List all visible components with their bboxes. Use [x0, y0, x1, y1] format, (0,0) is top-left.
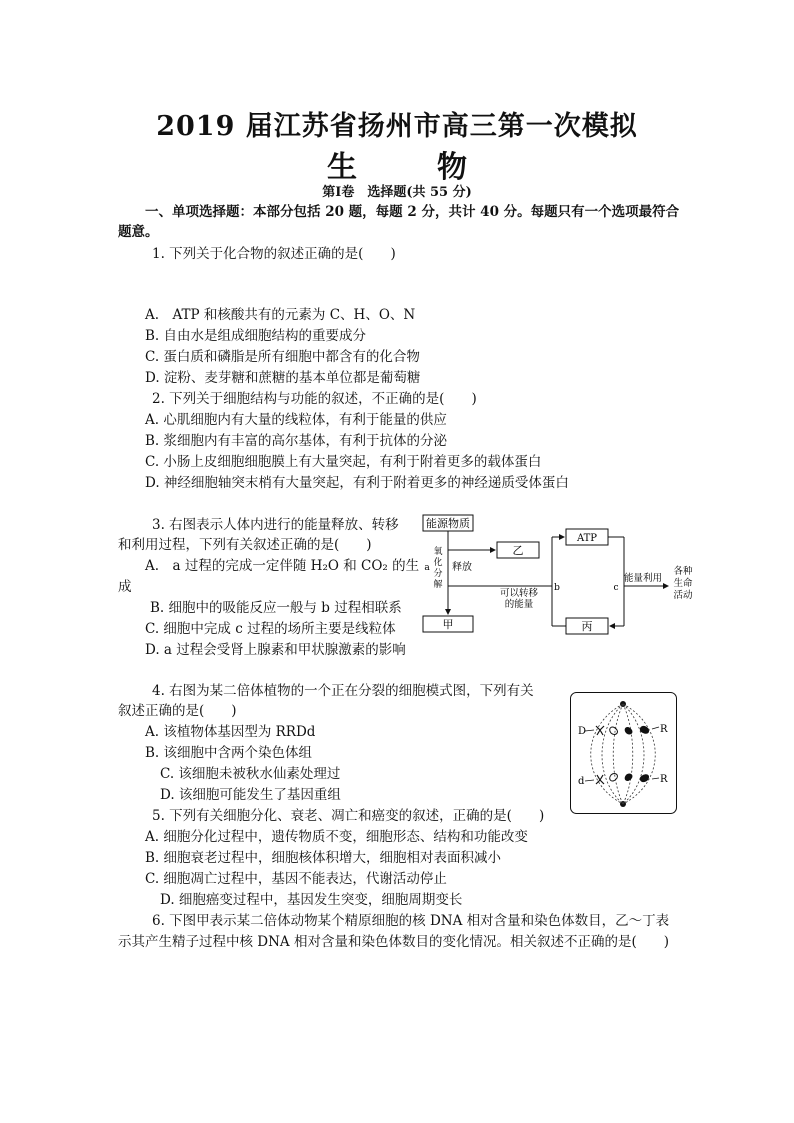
- oxidation-char-3: 分: [433, 569, 443, 579]
- q1-option-c: C. 蛋白质和磷脂是所有细胞中都含有的化合物: [145, 349, 420, 365]
- activity-line3: 活动: [673, 590, 693, 601]
- q2-option-d: D. 神经细胞轴突末梢有大量突起，有利于附着更多的神经递质受体蛋白: [145, 475, 569, 491]
- q3-option-b: B. 细胞中的吸能反应一般与 b 过程相联系: [150, 600, 402, 616]
- atp-label: ATP: [576, 533, 598, 544]
- gene-label-D: D: [578, 726, 587, 737]
- energy-flow-diagram: [418, 512, 700, 642]
- q3-option-d: D. a 过程会受肾上腺素和甲状腺激素的影响: [145, 642, 406, 658]
- transferable-line2: 的能量: [504, 599, 534, 610]
- jia-label: 甲: [442, 618, 454, 631]
- q4-option-b: B. 该细胞中含两个染色体组: [145, 745, 313, 761]
- label-a: a: [424, 563, 430, 573]
- subject-heading: [0, 142, 794, 186]
- q4-stem-line2: 叙述正确的是( ): [118, 703, 237, 719]
- gene-label-d: d: [578, 776, 585, 787]
- energy-substance-label: 能源物质: [426, 517, 470, 530]
- cell-frame: [571, 693, 677, 814]
- q1-stem: 1. 下列关于化合物的叙述正确的是( ): [152, 246, 396, 262]
- bing-label: 丙: [581, 620, 593, 633]
- q2-option-a: A. 心肌细胞内有大量的线粒体，有利于能量的供应: [145, 412, 447, 428]
- dividing-cell-diagram: [570, 692, 677, 814]
- energy-use-label: 能量利用: [623, 573, 663, 584]
- q3-stem-line2: 和利用过程，下列有关叙述正确的是( ): [118, 537, 372, 553]
- q5-stem: 5. 下列有关细胞分化、衰老、凋亡和癌变的叙述，正确的是( ): [152, 808, 545, 824]
- q6-stem-line1: 6. 下图甲表示某二倍体动物某个精原细胞的核 DNA 相对含量和染色体数目，乙～丁表: [152, 913, 670, 929]
- q5-option-d: D. 细胞癌变过程中，基因发生突变，细胞周期变长: [160, 892, 463, 908]
- q3-option-c: C. 细胞中完成 c 过程的场所主要是线粒体: [145, 621, 396, 637]
- section-intro-line1: 一、单项选择题：本部分包括 20 题，每题 2 分，共计 40 分。每题只有一个选项最符合: [145, 204, 680, 220]
- oxidation-char-2: 化: [433, 558, 443, 568]
- q2-stem: 2. 下列关于细胞结构与功能的叙述，不正确的是( ): [152, 391, 477, 407]
- oxidation-char-1: 氧: [433, 547, 443, 557]
- q6-stem-line2: 示其产生精子过程中核 DNA 相对含量和染色体数目的变化情况。相关叙述不正确的是( ): [118, 934, 670, 950]
- q3-option-a-cont: 成: [118, 579, 132, 595]
- label-b: b: [554, 583, 560, 593]
- transferable-line1: 可以转移: [499, 588, 539, 599]
- q4-option-a: A. 该植物体基因型为 RRDd: [145, 724, 316, 740]
- subject-char-1: 生: [327, 150, 357, 185]
- activity-line1: 各种: [673, 566, 693, 577]
- q3-stem-line1: 3. 右图表示人体内进行的能量释放、转移: [152, 517, 399, 533]
- yi-label: 乙: [512, 544, 524, 557]
- q3-option-a: A. a 过程的完成一定伴随 H₂O 和 CO₂ 的生: [145, 558, 420, 574]
- subject-char-2: 物: [437, 150, 467, 185]
- label-c: c: [613, 583, 619, 593]
- q1-option-b: B. 自由水是组成细胞结构的重要成分: [145, 328, 367, 344]
- q5-option-a: A. 细胞分化过程中，遗传物质不变，细胞形态、结构和功能改变: [145, 829, 528, 845]
- q2-option-c: C. 小肠上皮细胞细胞膜上有大量突起，有利于附着更多的载体蛋白: [145, 454, 542, 470]
- q1-option-a: A. ATP 和核酸共有的元素为 C、H、O、N: [145, 307, 416, 323]
- paper-title: 2019 届江苏省扬州市高三第一次模拟: [156, 111, 638, 142]
- oxidation-char-4: 解: [433, 580, 443, 590]
- release-label: 释放: [452, 562, 472, 573]
- gene-label-R-lower: R: [660, 774, 668, 785]
- gene-label-R-upper: R: [660, 724, 668, 735]
- q1-option-d: D. 淀粉、麦芽糖和蔗糖的基本单位都是葡萄糖: [145, 370, 421, 386]
- q4-option-d: D. 该细胞可能发生了基因重组: [160, 787, 341, 803]
- q4-stem-line1: 4. 右图为某二倍体植物的一个正在分裂的细胞模式图，下列有关: [152, 683, 534, 699]
- q5-option-c: C. 细胞凋亡过程中，基因不能表达，代谢活动停止: [145, 871, 447, 887]
- q5-option-b: B. 细胞衰老过程中，细胞核体积增大，细胞相对表面积减小: [145, 850, 502, 866]
- q4-option-c: C. 该细胞未被秋水仙素处理过: [160, 766, 341, 782]
- part-heading: 第Ⅰ卷 选择题(共 55 分): [322, 185, 472, 200]
- activity-line2: 生命: [673, 578, 693, 589]
- section-intro-line2: 题意。: [118, 224, 159, 240]
- q2-option-b: B. 浆细胞内有丰富的高尔基体，有利于抗体的分泌: [145, 433, 448, 449]
